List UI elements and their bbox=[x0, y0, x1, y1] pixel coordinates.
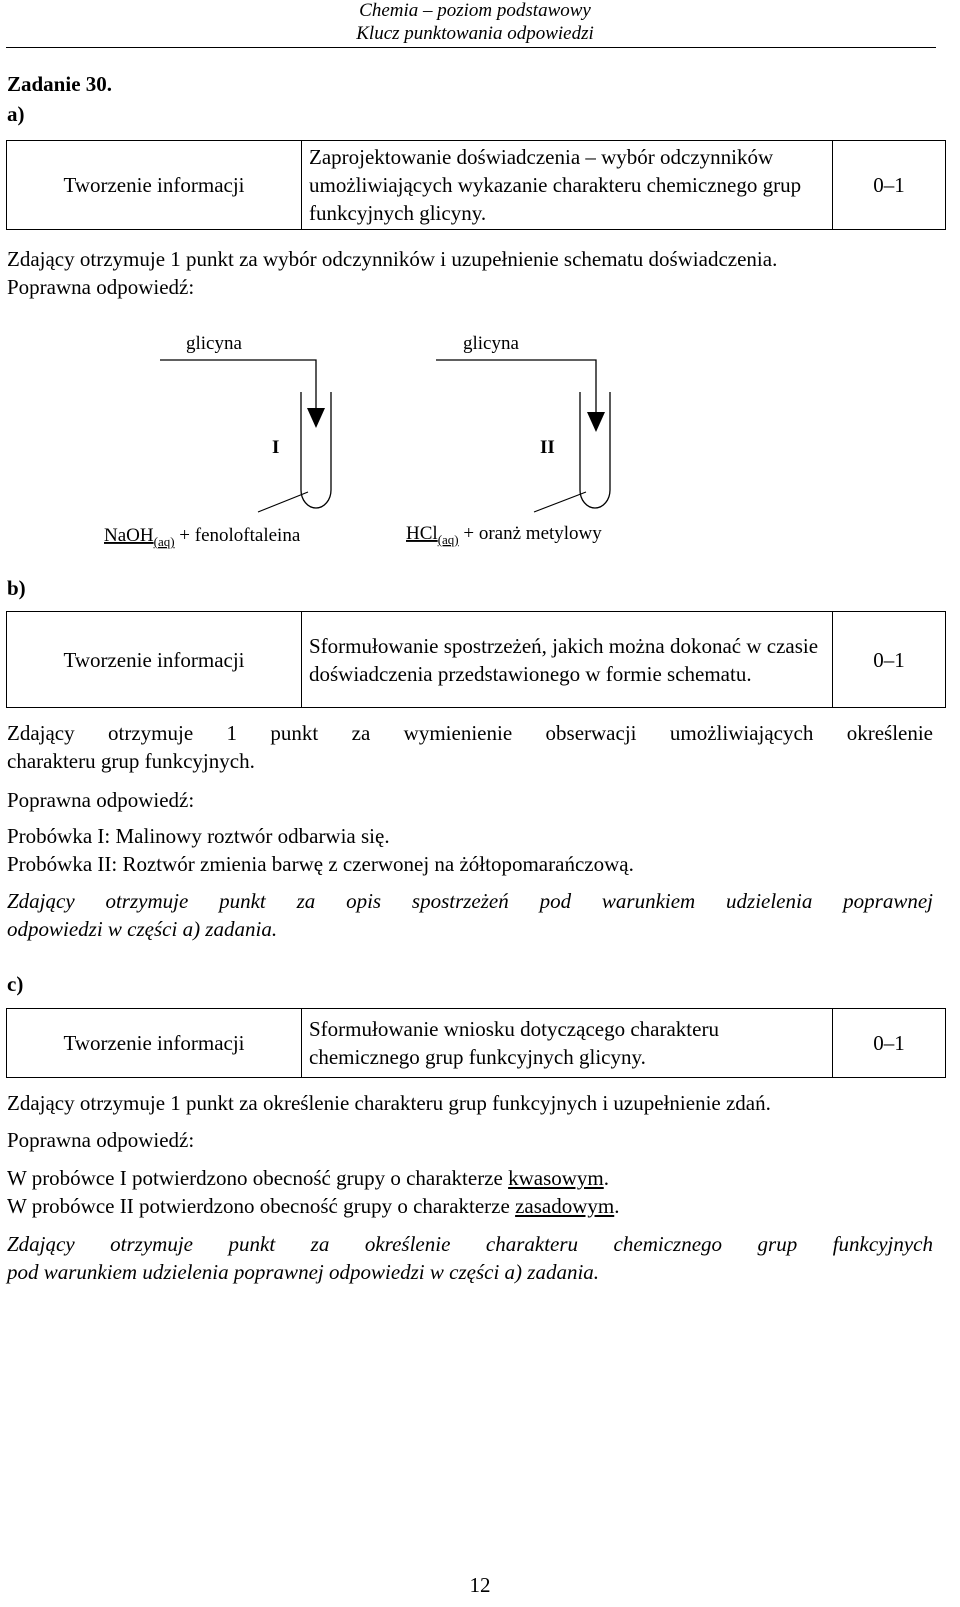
skill-category-cell: Tworzenie informacji bbox=[7, 141, 302, 230]
part-c-answer-label: Poprawna odpowiedź: bbox=[7, 1128, 195, 1152]
pointer-line-1 bbox=[258, 492, 308, 512]
experiment-diagram bbox=[0, 300, 960, 565]
reagent-top-1: glicyna bbox=[186, 333, 242, 354]
requirement-cell: Zaprojektowanie doświadczenia – wybór odczynników umożliwiających wykazanie charakteru chemicznego grup funkcyjnych glicyny. bbox=[302, 141, 833, 230]
arrow-head-2 bbox=[587, 412, 605, 432]
part-c-answer-2 bbox=[7, 1192, 619, 1220]
tube-label-1: I bbox=[272, 437, 280, 458]
reagent-top-2: glicyna bbox=[463, 333, 519, 354]
answer-keyword-basic: zasadowym bbox=[515, 1194, 615, 1218]
answer-period: . bbox=[603, 1166, 609, 1190]
part-b-note-line-1: Zdający otrzymuje punkt za opis spostrzeżeń pod warunkiem udzielenia poprawnej bbox=[7, 889, 933, 913]
part-a-scoring: Zdający otrzymuje 1 punkt za wybór odczynników i uzupełnienie schematu doświadczenia. bbox=[7, 247, 778, 271]
header-rule bbox=[6, 47, 936, 48]
bottom-reagent-1: NaOH$_{(aq)}$ + fenoloftaleina bbox=[104, 525, 301, 549]
points-cell: 0–1 bbox=[833, 612, 946, 708]
answer-period: . bbox=[614, 1194, 620, 1218]
part-b-criteria-table bbox=[6, 611, 946, 708]
header-subject: Chemia – poziom podstawowy bbox=[359, 0, 591, 21]
bottom-reagent-2: HCl$_{(aq)}$ + oranż metylowy bbox=[406, 523, 602, 547]
feed-line-1 bbox=[160, 360, 316, 412]
part-c-label: c) bbox=[7, 972, 24, 996]
table-row bbox=[7, 612, 946, 708]
part-b-label: b) bbox=[7, 576, 26, 600]
part-a-answer-label: Poprawna odpowiedź: bbox=[7, 275, 195, 299]
task-title: Zadanie 30. bbox=[7, 72, 113, 96]
answer-text: W probówce I potwierdzono obecność grupy o charakterze bbox=[7, 1166, 509, 1190]
part-b-answer-label: Poprawna odpowiedź: bbox=[7, 788, 195, 812]
skill-category-cell: Tworzenie informacji bbox=[7, 1009, 302, 1078]
part-c-answer-1 bbox=[7, 1164, 609, 1192]
points-cell: 0–1 bbox=[833, 1009, 946, 1078]
part-b-answer-2: Probówka II: Roztwór zmienia barwę z czerwonej na żółtopomarańczową. bbox=[7, 852, 634, 876]
part-c-note-line-1: Zdający otrzymuje punkt za określenie charakteru chemicznego grup funkcyjnych bbox=[7, 1232, 933, 1256]
page-number: 12 bbox=[469, 1573, 491, 1597]
part-b-note-line-2: odpowiedzi w części a) zadania. bbox=[7, 917, 278, 941]
part-a-criteria-table bbox=[6, 140, 946, 230]
requirement-cell: Sformułowanie spostrzeżeń, jakich można dokonać w czasie doświadczenia przedstawionego w formie schematu. bbox=[302, 612, 833, 708]
part-b-scoring-line-1: Zdający otrzymuje 1 punkt za wymienienie obserwacji umożliwiających określenie bbox=[7, 721, 933, 745]
part-c-note-line-2: pod warunkiem udzielenia poprawnej odpowiedzi w części a) zadania. bbox=[7, 1260, 600, 1284]
answer-keyword-acidic: kwasowym bbox=[508, 1166, 604, 1190]
test-tube-2 bbox=[580, 392, 610, 508]
part-b-scoring-line-2: charakteru grup funkcyjnych. bbox=[7, 749, 255, 773]
part-c-scoring: Zdający otrzymuje 1 punkt za określenie charakteru grup funkcyjnych i uzupełnienie zdań. bbox=[7, 1091, 771, 1115]
header-document: Klucz punktowania odpowiedzi bbox=[356, 23, 594, 44]
answer-text: W probówce II potwierdzono obecność grupy o charakterze bbox=[7, 1194, 516, 1218]
arrow-head-1 bbox=[307, 408, 325, 428]
skill-category-cell: Tworzenie informacji bbox=[7, 612, 302, 708]
requirement-cell: Sformułowanie wniosku dotyczącego charakteru chemicznego grup funkcyjnych glicyny. bbox=[302, 1009, 833, 1078]
points-cell: 0–1 bbox=[833, 141, 946, 230]
part-a-label: a) bbox=[7, 102, 25, 126]
tube-label-2: II bbox=[540, 437, 555, 458]
feed-line-2 bbox=[436, 360, 596, 412]
part-c-criteria-table bbox=[6, 1008, 946, 1078]
part-b-answer-1: Probówka I: Malinowy roztwór odbarwia się. bbox=[7, 824, 390, 848]
table-row bbox=[7, 141, 946, 230]
pointer-line-2 bbox=[534, 492, 586, 512]
table-row bbox=[7, 1009, 946, 1078]
